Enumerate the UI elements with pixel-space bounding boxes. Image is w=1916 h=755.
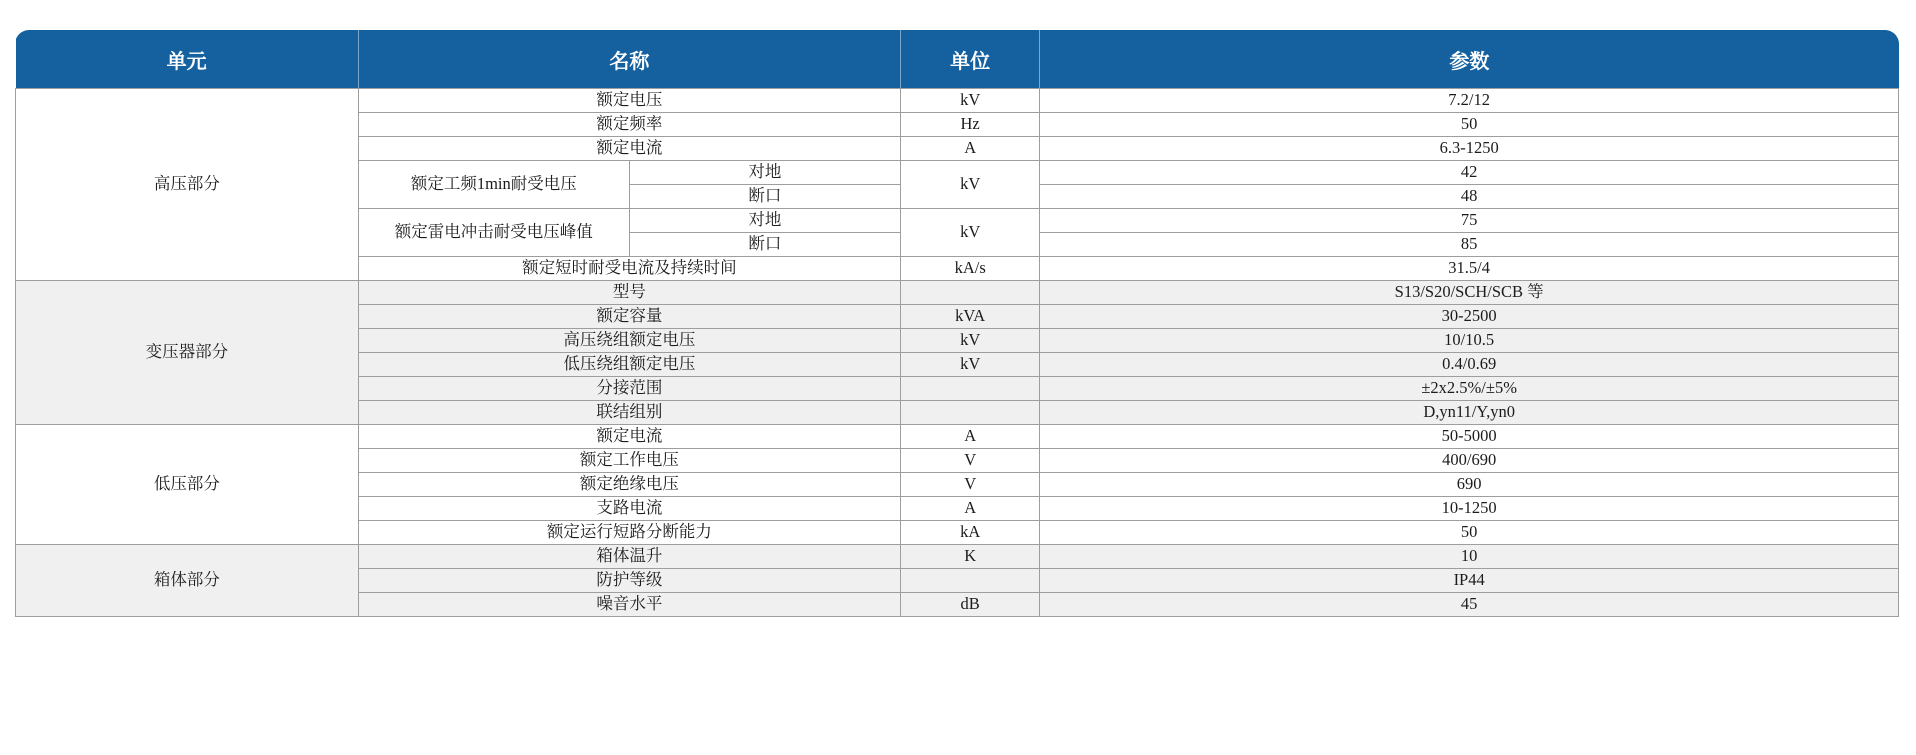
value-cell: S13/S20/SCH/SCB 等	[1040, 281, 1899, 305]
value-cell: 10	[1040, 545, 1899, 569]
header-parameter: 参数	[1040, 30, 1899, 89]
unit-cell: kV	[900, 161, 1039, 209]
section-enclosure	[16, 545, 1899, 617]
value-cell: 400/690	[1040, 449, 1899, 473]
spec-table	[15, 30, 1899, 617]
value-cell: 42	[1040, 161, 1899, 185]
value-cell: 50	[1040, 113, 1899, 137]
value-cell: 6.3-1250	[1040, 137, 1899, 161]
unit-cell: kVA	[900, 305, 1039, 329]
group-cell: 低压部分	[16, 425, 359, 545]
spec-table-card	[15, 30, 1899, 617]
unit-cell: kV	[900, 329, 1039, 353]
table-row	[16, 281, 1899, 305]
table-row	[16, 425, 1899, 449]
value-cell: 85	[1040, 233, 1899, 257]
name-cell: 额定绝缘电压	[358, 473, 900, 497]
unit-cell: A	[900, 497, 1039, 521]
value-cell: ±2x2.5%/±5%	[1040, 377, 1899, 401]
name-cell: 额定频率	[358, 113, 900, 137]
name-cell: 低压绕组额定电压	[358, 353, 900, 377]
name-cell: 分接范围	[358, 377, 900, 401]
value-cell: 7.2/12	[1040, 89, 1899, 113]
name-cell: 额定电流	[358, 137, 900, 161]
unit-cell	[900, 569, 1039, 593]
table-row	[16, 89, 1899, 113]
value-cell: 30-2500	[1040, 305, 1899, 329]
sub-name-cell: 对地	[629, 161, 900, 185]
value-cell: 31.5/4	[1040, 257, 1899, 281]
name-cell: 额定雷电冲击耐受电压峰值	[358, 209, 629, 257]
group-cell: 高压部分	[16, 89, 359, 281]
name-cell: 额定工频1min耐受电压	[358, 161, 629, 209]
unit-cell: A	[900, 425, 1039, 449]
unit-cell: dB	[900, 593, 1039, 617]
value-cell: 75	[1040, 209, 1899, 233]
group-cell: 变压器部分	[16, 281, 359, 425]
table-row	[16, 545, 1899, 569]
sub-name-cell: 断口	[629, 233, 900, 257]
value-cell: 50-5000	[1040, 425, 1899, 449]
header-name: 名称	[358, 30, 900, 89]
unit-cell: V	[900, 473, 1039, 497]
name-cell: 支路电流	[358, 497, 900, 521]
section-high-voltage	[16, 89, 1899, 281]
section-low-voltage	[16, 425, 1899, 545]
value-cell: 50	[1040, 521, 1899, 545]
unit-cell	[900, 281, 1039, 305]
unit-cell: V	[900, 449, 1039, 473]
name-cell: 型号	[358, 281, 900, 305]
header-unit-group: 单元	[16, 30, 359, 89]
unit-cell	[900, 377, 1039, 401]
unit-cell: kA	[900, 521, 1039, 545]
value-cell: IP44	[1040, 569, 1899, 593]
name-cell: 额定运行短路分断能力	[358, 521, 900, 545]
unit-cell: kA/s	[900, 257, 1039, 281]
value-cell: 45	[1040, 593, 1899, 617]
unit-cell: K	[900, 545, 1039, 569]
unit-cell: kV	[900, 209, 1039, 257]
name-cell: 额定电压	[358, 89, 900, 113]
name-cell: 噪音水平	[358, 593, 900, 617]
value-cell: 10/10.5	[1040, 329, 1899, 353]
unit-cell: kV	[900, 89, 1039, 113]
unit-cell: Hz	[900, 113, 1039, 137]
name-cell: 高压绕组额定电压	[358, 329, 900, 353]
unit-cell: kV	[900, 353, 1039, 377]
unit-cell: A	[900, 137, 1039, 161]
value-cell: 48	[1040, 185, 1899, 209]
sub-name-cell: 对地	[629, 209, 900, 233]
section-transformer	[16, 281, 1899, 425]
sub-name-cell: 断口	[629, 185, 900, 209]
header-row	[16, 30, 1899, 89]
header-unit: 单位	[900, 30, 1039, 89]
unit-cell	[900, 401, 1039, 425]
table-header	[16, 30, 1899, 89]
name-cell: 额定工作电压	[358, 449, 900, 473]
value-cell: D,yn11/Y,yn0	[1040, 401, 1899, 425]
value-cell: 10-1250	[1040, 497, 1899, 521]
value-cell: 690	[1040, 473, 1899, 497]
name-cell: 防护等级	[358, 569, 900, 593]
name-cell: 箱体温升	[358, 545, 900, 569]
value-cell: 0.4/0.69	[1040, 353, 1899, 377]
name-cell: 额定电流	[358, 425, 900, 449]
name-cell: 额定容量	[358, 305, 900, 329]
group-cell: 箱体部分	[16, 545, 359, 617]
name-cell: 联结组别	[358, 401, 900, 425]
name-cell: 额定短时耐受电流及持续时间	[358, 257, 900, 281]
